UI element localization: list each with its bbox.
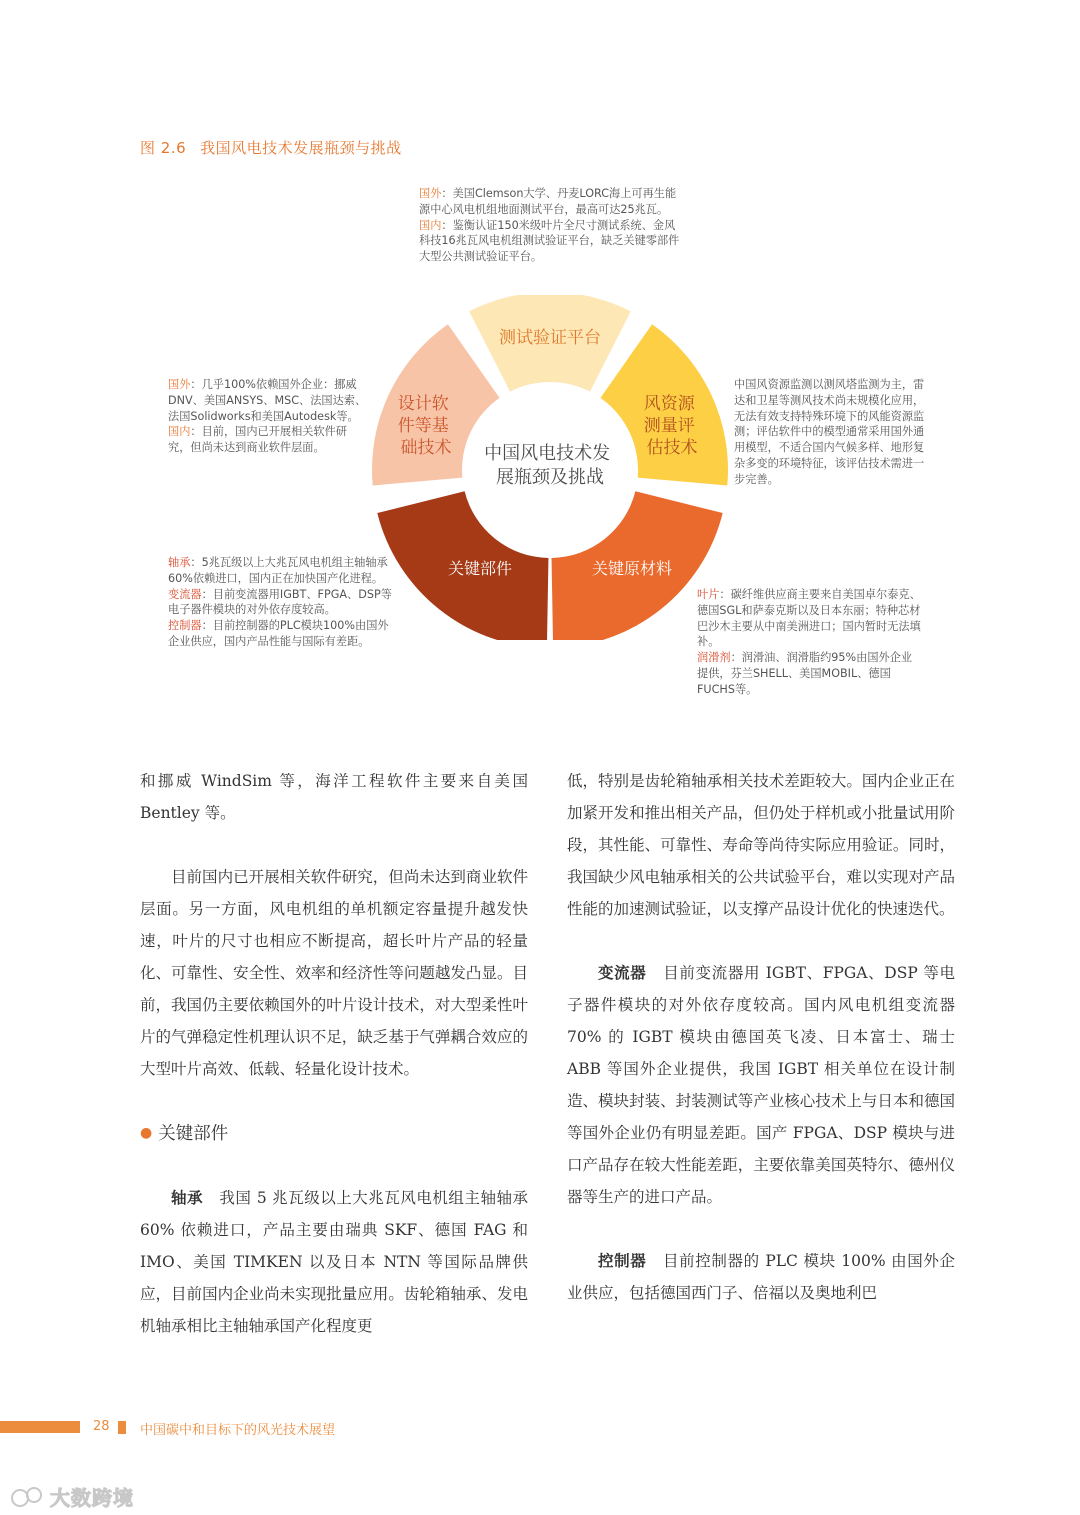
note-text: ：鉴衡认证150米级叶片全尺寸测试系统、金风科技16兆瓦风电机组测试验证平台，缺乏关键零部件大型公共测试验证平台。 (419, 218, 680, 264)
note-key-materials (697, 587, 922, 698)
paragraph: 变流器 目前变流器用 IGBT、FPGA、DSP 等电子器件模块的对外依存度较高。国内风电机组变流器 70% 的 IGBT 模块由德国英飞凌、日本富士、瑞士 ABB 等国外企业提供，我国 IGBT 相关单位在设计制造、模块封装、封装测试等产业核心技术上与日本和德国等国外企业仍有明显差距。国产 FPGA、DSP 模块与进口产品存在较大性能差距，主要依靠美国英特尔、德州仪器等生产的进口产品。 (567, 963, 956, 1206)
figure-title: 我国风电技术发展瓶颈与挑战 (200, 139, 402, 157)
segment-label-design-software: 设计软 件等基 础技术 (397, 394, 452, 458)
keyword: 轴承 (171, 1188, 204, 1207)
paragraph: 低，特别是齿轮箱轴承相关技术差距较大。国内企业正在加紧开发和推出相关产品，但仍处于样机或小批量试用阶段，其性能、可靠性、寿命等尚待实际应用验证。同时，我国缺少风电轴承相关的公共试验平台，难以实现对产品性能的加速测试验证，以支撑产品设计优化的快速迭代。 (567, 772, 955, 918)
note-text: ：几乎100%依赖国外企业：挪威DNV、美国ANSYS、MSC、法国达索、法国Solidworks和美国Autodesk等。 (168, 378, 367, 423)
note-text: ：碳纤维供应商主要来自美国卓尔泰克、德国SGL和萨泰克斯以及日本东丽；特种芯材巴沙木主要从中南美洲进口；国内暂时无法填补。 (697, 588, 921, 649)
note-label: 国内 (419, 218, 442, 232)
segment-label-key-parts: 关键部件 (447, 559, 513, 578)
note-text: ：目前控制器的PLC模块100%由国外企业供应，国内产品性能与国际有差距。 (168, 619, 389, 648)
note-text: ：目前变流器用IGBT、FPGA、DSP等电子器件模块的对外依存度较高。 (168, 587, 392, 617)
note-label: 轴承 (168, 556, 191, 569)
watermark-logo-icon (10, 1485, 46, 1509)
figure-number: 图 2.6 (140, 139, 187, 157)
bullet-icon: ● (140, 1125, 153, 1141)
footer-title: 中国碳中和目标下的风光技术展望 (140, 1423, 336, 1438)
body-right-column (567, 765, 955, 1309)
footer-accent-bar (0, 1421, 80, 1433)
note-text: 中国风资源监测以测风塔监测为主，雷达和卫星等测风技术尚未规模化应用，无法有效支持特殊环境下的风能资源监测；评估软件中的模型通常采用国外通用模型，不适合国内气候多样、地形复杂多变的环境特征，该评估技术需进一步完善。 (734, 378, 925, 486)
wheel-center-label: 中国风电技术发 展瓶颈及挑战 (484, 443, 611, 488)
paragraph: 控制器 目前控制器的 PLC 模块 100% 由国外企业供应，包括德国西门子、倍福以及奥地利巴 (567, 1251, 955, 1302)
note-text: ：润滑油、润滑脂约95%由国外企业提供，芬兰SHELL、美国MOBIL、德国FUCHS等。 (697, 651, 913, 696)
bottleneck-wheel-diagram (370, 295, 730, 640)
page-number: 28 (93, 1419, 110, 1434)
note-text: ：目前，国内已开展相关软件研究，但尚未达到商业软件层面。 (168, 425, 348, 455)
note-label: 润滑剂 (697, 651, 731, 665)
note-test-platform (419, 186, 684, 265)
segment-label-key-materials: 关键原材料 (591, 559, 673, 578)
paragraph: 和挪威 WindSim 等，海洋工程软件主要来自美国 Bentley 等。 (140, 772, 528, 822)
note-wind-resource (734, 377, 930, 488)
note-label: 国外 (419, 187, 442, 200)
section-heading: ● 关键部件 (140, 1124, 229, 1144)
footer-accent-square (118, 1421, 126, 1434)
note-label: 国外 (168, 378, 191, 391)
paragraph: 目前国内已开展相关软件研究，但尚未达到商业软件层面。另一方面，风电机组的单机额定容量提升越发快速，叶片的尺寸也相应不断提高，超长叶片产品的轻量化、可靠性、安全性、效率和经济性等问题越发凸显。目前，我国仍主要依赖国外的叶片设计技术，对大型柔性叶片的气弹稳定性机理认识不足，缺乏基于气弹耦合效应的大型叶片高效、低载、轻量化设计技术。 (140, 868, 528, 1078)
note-design-software (168, 377, 368, 456)
keyword: 变流器 (598, 963, 647, 982)
note-text: ：5兆瓦级以上大兆瓦风电机组主轴轴承60%依赖进口，国内正在加快国产化进程。 (168, 556, 388, 585)
paragraph: 轴承 我国 5 兆瓦级以上大兆瓦风电机组主轴轴承 60% 依赖进口，产品主要由瑞典 SKF、德国 FAG 和 IMO、美国 TIMKEN 以及日本 NTN 等国际品牌供应，目前国内企业尚未实现批量应用。齿轮箱轴承、发电机轴承相比主轴轴承国产化程度更 (140, 1188, 528, 1335)
note-label: 国内 (168, 425, 191, 439)
note-text: ：美国Clemson大学、丹麦LORC海上可再生能源中心风电机组地面测试平台，最高可达25兆瓦。 (419, 187, 677, 216)
segment-label-wind-resource: 风资源 测量评 估技术 (643, 394, 698, 458)
note-label: 叶片 (697, 588, 720, 601)
body-left-column (140, 765, 528, 1342)
figure-caption (140, 137, 402, 158)
watermark: 大数跨境 (10, 1482, 134, 1511)
keyword: 控制器 (598, 1251, 647, 1270)
note-key-parts (168, 555, 393, 650)
segment-label-test-platform: 测试验证平台 (499, 328, 601, 348)
note-label: 变流器 (168, 587, 202, 601)
note-label: 控制器 (168, 619, 202, 633)
